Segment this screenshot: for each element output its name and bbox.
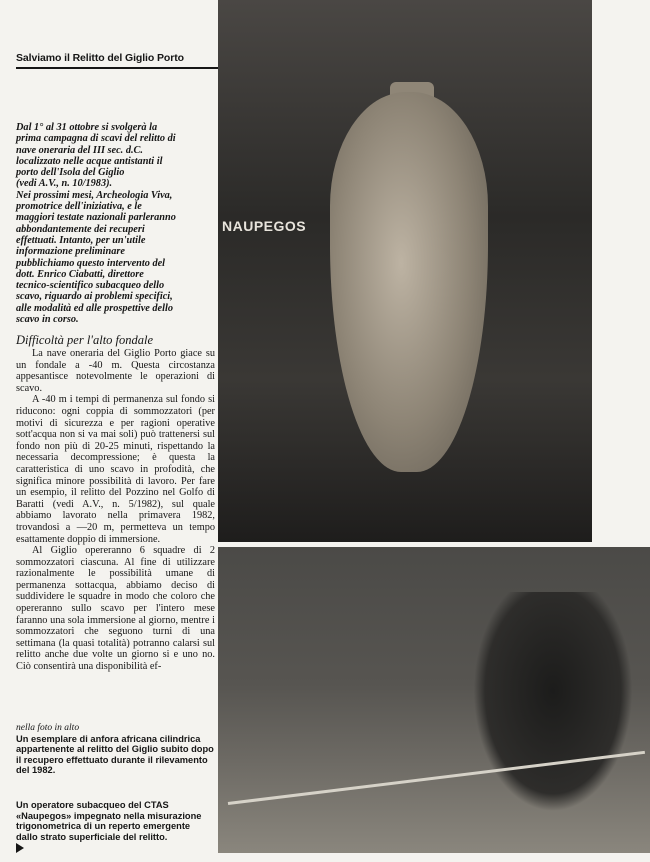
intro-line: abbondantemente dei recuperi (16, 223, 145, 235)
intro-line: prima campagna di scavi del relitto di (16, 133, 176, 145)
caption-lead: nella foto in alto (16, 723, 80, 733)
amphora (330, 92, 488, 472)
intro-line: (vedi A.V., n. 10/1983). (16, 178, 113, 190)
caption-top (16, 723, 214, 776)
page-title: Salviamo il Relitto del Giglio Porto (16, 52, 184, 64)
intro-line: maggiori testate nazionali parleranno (16, 212, 176, 224)
article-paragraph: Al Giglio opereranno 6 squadre di 2 sommozzatori ciascuna. Al fine di utilizzare razionalmente le possibilità umane di permanenza sottacqua, abbiamo deciso di suddividere le squadre in modo che coloro che opereranno sullo scavo per l'intero mese faranno una sola immersione al giorno, mentre i sommozzatori che seguono turni di una settimana (la quasi totalità) potranno calarsi sul relitto anche due volte un giorno si e uno no. Ciò consentirà una disponibilità ef- (16, 545, 215, 673)
amphora-photo (218, 0, 592, 542)
article-body (16, 348, 215, 673)
caption-bottom (16, 800, 214, 842)
intro-line: nave oneraria del III sec. d.C. (16, 144, 143, 156)
intro-line: dott. Enrico Ciabatti, direttore (16, 268, 144, 280)
intro-line: tecnico-scientifico subacqueo dello (16, 280, 165, 292)
intro-line: pubblichiamo questo intervento del (16, 257, 166, 269)
section-heading: Difficoltà per l'alto fondale (16, 333, 154, 347)
intro-line: alle modalità ed alle prospettive dello (16, 302, 173, 314)
diver-photo (218, 547, 650, 853)
shirt-text: NAUPEGOS (222, 218, 307, 234)
caption-text: Un esemplare di anfora africana cilindrica appartenente al relitto del Giglio subito dopo il recupero effettuato durante il rilevamento del 1982. (16, 733, 214, 776)
intro-line: porto dell'Isola del Giglio (16, 167, 125, 179)
intro-line: scavo, riguardo ai problemi specifici, (16, 291, 173, 303)
diver (473, 592, 633, 812)
intro-line: informazione preliminare (16, 246, 125, 258)
intro-line: Dal 1° al 31 ottobre si svolgerà la (16, 122, 158, 133)
arrow-right-icon (16, 843, 24, 853)
article-paragraph: A -40 m i tempi di permanenza sul fondo si riducono: ogni coppia di sommozzatori (per motivi di sicurezza e per ragioni operative sott'acqua non si va mai soli) può trattenersi sul fondo non più di 20-25 minuti, rispettando la necessaria decompressione; è questa la caratteristica di uno scavo in profodità, che significa minore possibilità di lavoro. Per fare un esempio, il relitto del Pozzino nel Golfo di Baratti (vedi A.V., n. 5/1982), sul quale abbiamo lavorato nella primavera 1982, trovandosi a —20 m, permetteva un tempo esattamente doppio di immersione. (16, 394, 215, 545)
intro-line: Nei prossimi mesi, Archeologia Viva, (16, 189, 173, 201)
intro-line: localizzato nelle acque antistanti il (16, 155, 163, 167)
intro-line: scavo in corso. (16, 314, 79, 326)
intro-line: effettuati. Intanto, per un'utile (16, 234, 146, 246)
intro-text (16, 122, 214, 325)
caption-text: Un operatore subacqueo del CTAS «Naupegos» impegnato nella misurazione trigonometrica di un reperto emergente dallo strato superficiale del relitto. (16, 800, 202, 842)
article-paragraph: La nave oneraria del Giglio Porto giace su un fondale a -40 m. Questa circostanza appesantisce notevolmente le operazioni di scavo. (16, 348, 215, 394)
intro-line: promotrice dell'iniziativa, e le (16, 201, 142, 213)
header-rule (16, 67, 218, 69)
